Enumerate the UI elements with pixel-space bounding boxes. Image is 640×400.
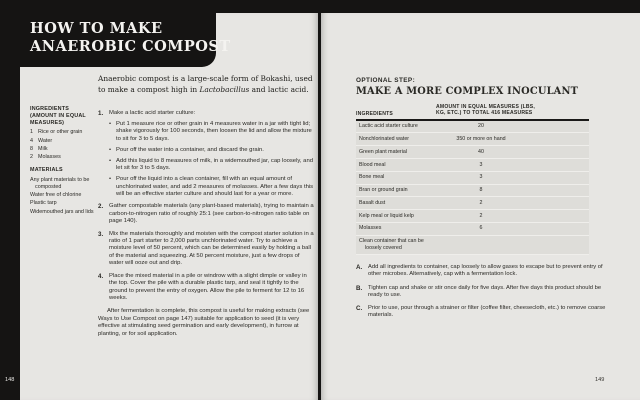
- table-header-ingredients: INGREDIENTS: [356, 110, 394, 117]
- step-letter: B.: [356, 284, 363, 292]
- ingredient-label: Kelp meal or liquid kelp: [359, 212, 414, 219]
- left-page: [20, 13, 318, 400]
- table-row: [356, 210, 589, 223]
- cell-ingredient: [356, 136, 439, 143]
- ingredient-label: Lactic acid starter culture: [359, 123, 418, 130]
- step-number: 1.: [98, 110, 104, 117]
- table-row: [356, 197, 589, 210]
- step-letter: A.: [356, 264, 363, 271]
- right-page: [321, 13, 640, 400]
- cell-ingredient: [356, 149, 439, 156]
- steps-list: [98, 110, 314, 338]
- step-number: 3.: [98, 230, 104, 238]
- cell-amount: 8: [479, 187, 483, 194]
- page-title: [30, 20, 231, 55]
- table-header-row: [356, 104, 589, 121]
- ingredient-name: Milk: [38, 146, 48, 153]
- inoculant-table: [356, 104, 589, 255]
- cell-ingredient: [356, 200, 439, 207]
- ingredient-name: Molasses: [38, 154, 61, 161]
- cell-amount: 2: [479, 199, 483, 206]
- bullet-text: • Put 1 measure rice or other grain in 4 measures water in a jar with tight lid; shake vigorously for 100 seconds, then loosen the lid and allow the mixture to sit for 3 to 5 days.: [116, 121, 312, 142]
- material-item: Any plant materials to be composted: [30, 176, 90, 190]
- optional-step-section: [356, 77, 606, 326]
- step-number: 4.: [98, 272, 104, 280]
- step-text: Make a lactic acid starter culture:: [109, 110, 196, 116]
- step-item: [98, 231, 314, 268]
- material-item: Widemouthed jars and lids: [30, 208, 94, 215]
- ingredient-label: Basalt dust: [359, 199, 386, 206]
- lettered-step: [356, 285, 606, 300]
- cell-amount: 3: [479, 161, 483, 168]
- ingredient-label: Molasses: [359, 225, 382, 232]
- bullet-item: [109, 176, 314, 198]
- bullet-text: • Add this liquid to 8 measures of milk, in a widemouthed jar, cap loosely, and let sit for 3 to 5 days.: [116, 157, 314, 172]
- ingredient-item: [30, 154, 96, 161]
- ingredient-label: Nonchlorinated water: [359, 135, 410, 142]
- closing-paragraph: After fermentation is complete, this compost is useful for making extracts (see Ways to Use Compost on page 147) suitable for application to seed (it is very effective at stimulating seed germination and early development), in furrow at planting, or for soil application.: [98, 308, 310, 337]
- title-line-1: HOW TO MAKE: [30, 20, 163, 37]
- step-number: 2.: [98, 203, 104, 211]
- bullet-item: [109, 147, 314, 154]
- cell-ingredient: [356, 238, 439, 251]
- step-item: [98, 110, 314, 198]
- ingredient-label: Green plant material: [359, 148, 407, 155]
- table-row: [356, 223, 589, 236]
- cell-amount: 20: [478, 123, 484, 130]
- title-block: [0, 0, 231, 67]
- step-text: Prior to use, pour through a strainer or filter (coffee filter, cheesecloth, etc.) to remove coarse materials.: [368, 305, 606, 319]
- ingredient-label: Bone meal: [359, 174, 385, 181]
- optional-step-kicker: OPTIONAL STEP:: [356, 77, 416, 84]
- lettered-step: [356, 264, 606, 279]
- lettered-step: [356, 305, 606, 320]
- material-item: Plastic tarp: [30, 200, 57, 207]
- step-letter: C.: [356, 305, 363, 313]
- cell-amount: [439, 238, 523, 251]
- ingredient-qty: 2: [30, 154, 33, 161]
- step-item: [98, 203, 314, 225]
- inoculant-heading: MAKE A MORE COMPLEX INOCULANT: [356, 86, 579, 97]
- cell-amount: 2: [479, 212, 483, 219]
- lettered-steps: [356, 264, 606, 320]
- ingredient-qty: 8: [30, 146, 33, 153]
- cell-amount: 6: [479, 225, 483, 232]
- step-text: Tighten cap and shake or stir once daily for five days. After five days this product should be ready to use.: [368, 284, 602, 298]
- cell-ingredient: [356, 174, 439, 181]
- ingredient-item: [30, 129, 96, 136]
- ingredient-qty: 4: [30, 137, 33, 144]
- cell-amount: 40: [478, 148, 484, 155]
- step-item: [98, 273, 314, 303]
- intro-text-italic: Lactobacillus: [199, 85, 250, 95]
- table-row: [356, 146, 589, 159]
- table-row: [356, 133, 589, 146]
- cell-ingredient: [356, 225, 439, 232]
- ingredient-name: Water: [38, 137, 53, 144]
- ingredient-label: Blood meal: [359, 161, 386, 168]
- cell-ingredient: [356, 213, 439, 220]
- step-text: Gather compostable materials (any plant-based materials), trying to maintain a carbon-to-nitrogen ratio of roughly 25:1 (see carbon-to-nitrogen ratio table on page 140).: [109, 203, 314, 225]
- bullet-item: [109, 121, 314, 143]
- bullet-text: • Pour off the liquid into a clean container, fill with an equal amount of unchlorinated water, and add 2 measures of molasses. After a few days this will be an effective starter culture and should last for a year or more.: [116, 176, 314, 198]
- step-text: Place the mixed material in a pile or windrow with a slight dimple or valley in the top. Cover the pile with a durable plastic tarp, and seal it tightly to the ground to prevent the entry of oxygen. Allow the pile to ferment for 12 to 16 weeks.: [109, 272, 307, 301]
- ingredient-item: [30, 138, 96, 145]
- bullet-text: • Pour off the water into a container, and discard the grain.: [116, 146, 264, 153]
- table-row: [356, 185, 589, 198]
- table-row: [356, 159, 589, 172]
- ingredients-sidebar: [30, 106, 96, 217]
- ingredient-qty: 1: [30, 129, 33, 136]
- ingredients-heading: INGREDIENTS (AMOUNT IN EQUAL MEASURES): [30, 106, 86, 126]
- materials-heading: MATERIALS: [30, 167, 63, 174]
- cell-ingredient: [356, 162, 439, 169]
- step-body: [109, 110, 314, 198]
- ingredient-label: Bran or ground grain: [359, 187, 408, 194]
- table-row: [356, 236, 589, 255]
- cell-amount: 3: [479, 174, 483, 181]
- intro-paragraph: [98, 73, 322, 95]
- ingredient-name: Rice or other grain: [38, 129, 83, 136]
- table-row: [356, 121, 589, 134]
- ingredient-item: [30, 146, 96, 153]
- material-item: Water free of chlorine: [30, 192, 82, 199]
- page-number-right: 149: [595, 377, 605, 383]
- cell-amount: 350 or more on hand: [456, 135, 506, 142]
- title-line-2: ANAEROBIC COMPOST: [30, 37, 231, 55]
- intro-text-pre: Anaerobic compost is a large-scale form of Bokashi, used to make a compost high in: [98, 74, 313, 95]
- ingredient-label: Clean container that can be loosely covered: [359, 238, 424, 251]
- table-header-amount: AMOUNT IN EQUAL MEASURES (LBS, KG, ETC.) TO TOTAL 416 MEASURES: [436, 104, 536, 117]
- page-number-left: 148: [5, 377, 15, 383]
- cell-ingredient: [356, 187, 439, 194]
- cell-ingredient: [356, 123, 439, 130]
- step-text: Mix the materials thoroughly and moisten with the compost starter solution in a ratio of 1 part starter to 2,000 parts unchlorinated water. Try to achieve a moisture level of 50 percent, which can be determined easily by holding a ball of the material and squeezing. At 50 percent moisture, just a few drops of water will ooze out and drip.: [109, 230, 314, 267]
- step-text: Add all ingredients to container, cap loosely to allow gases to escape but to prevent entry of other microbes. Alternatively, cap with a fermentation lock.: [368, 264, 603, 278]
- bullet-item: [109, 158, 314, 173]
- intro-text-post: and lactic acid.: [249, 85, 309, 95]
- table-row: [356, 172, 589, 185]
